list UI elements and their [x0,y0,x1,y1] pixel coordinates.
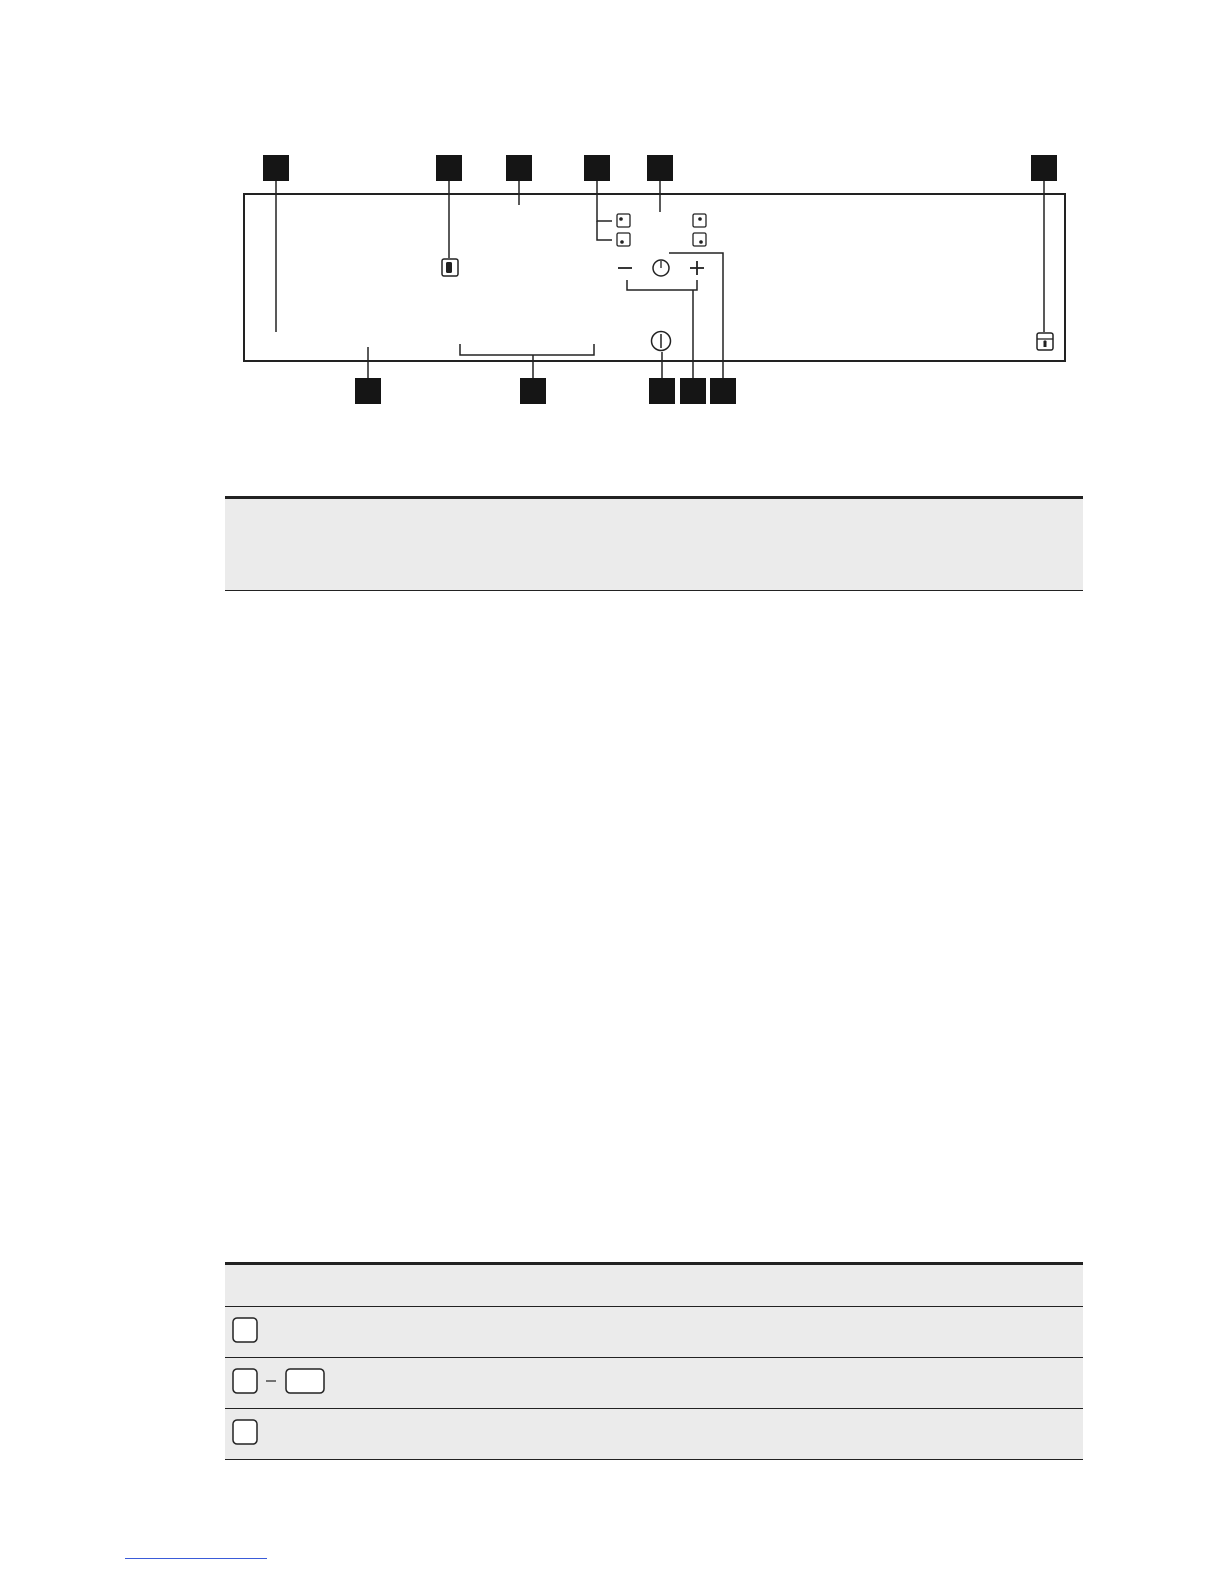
panel-outline [244,194,1065,361]
sensor-table-header [225,499,1083,591]
display-0-icon [232,1317,260,1343]
callout-markers-top [263,155,1057,181]
callout-10 [520,378,546,404]
callout-3 [506,155,532,181]
callout-8 [680,378,706,404]
display-row-u [225,1409,1083,1460]
callout-4 [584,155,610,181]
callout-9 [649,378,675,404]
display-1-14-icon [232,1368,330,1394]
callout-markers-bottom [355,378,736,404]
lock-sensor-icon[interactable] [1037,333,1053,350]
timer-plus-icon[interactable] [690,261,704,275]
bridge-sensor-icon[interactable] [442,259,458,276]
timer-sensor-icon[interactable] [653,260,669,276]
callout-2 [436,155,462,181]
control-panel-diagram [0,0,1224,420]
power-sensor-icon[interactable] [652,332,671,351]
callout-1 [263,155,289,181]
display-row-1-14 [225,1358,1083,1409]
callout-5 [647,155,673,181]
display-u-icon [232,1419,260,1445]
display-row-0 [225,1307,1083,1358]
timer-controls [618,260,704,276]
callout-11 [355,378,381,404]
callout-6 [1031,155,1057,181]
timer-zone-indicators [617,214,706,246]
footer-link-underline[interactable] [125,1558,267,1559]
display-table-header [225,1265,1083,1307]
callout-7 [710,378,736,404]
